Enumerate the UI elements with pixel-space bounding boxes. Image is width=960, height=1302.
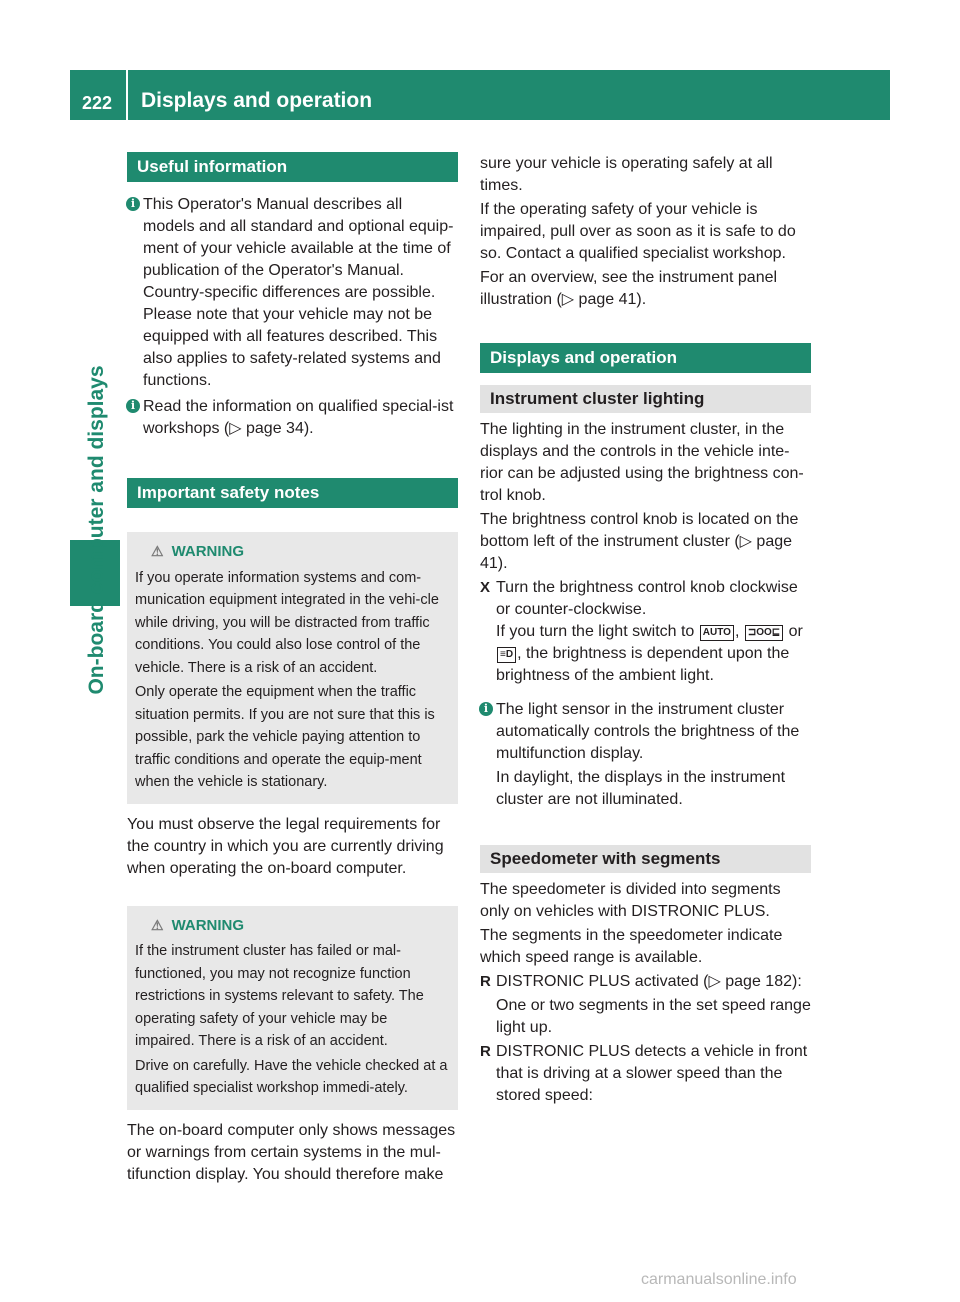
parking-light-icon: ⊐OO⊑ — [745, 625, 783, 641]
info-text: In daylight, the displays in the instrument cluster are not illuminated. — [496, 769, 786, 808]
section-heading-displays-and-operation: Displays and operation — [480, 343, 811, 373]
body-paragraph: The brightness control knob is located on the bottom left of the instrument cluster (▷ page 41). — [480, 511, 799, 572]
header-divider — [126, 70, 128, 120]
body-paragraph: The segments in the speedometer indicate which speed range is available. — [480, 927, 783, 966]
warning-icon: ⚠ — [151, 916, 164, 933]
step-marker: X — [480, 579, 491, 596]
body-paragraph: The speedometer is divided into segments only on vehicles with DISTRONIC PLUS. — [480, 881, 781, 920]
right-column — [480, 153, 811, 1109]
result-text: DISTRONIC PLUS detects a vehicle in front that is driving at a slower speed than the stored speed: — [496, 1043, 808, 1104]
side-tab-label: On-board computer and displays — [85, 365, 108, 695]
body-paragraph: sure your vehicle is operating safely at all times. — [480, 155, 773, 194]
section-heading-important-safety-notes: Important safety notes — [127, 478, 458, 508]
warning-title: WARNING — [171, 543, 245, 560]
warning-text: If the instrument cluster has failed or mal-functioned, you may not recognize function restrictions in systems relevant to safety. The operating safety of your vehicle may be impaired. There is a risk of an accident. — [135, 943, 424, 1049]
left-column — [127, 152, 458, 1188]
subheading-speedometer-with-segments: Speedometer with segments — [480, 845, 811, 873]
body-paragraph: You must observe the legal requirements for the country in which you are currently driving when operating the on-board computer. — [127, 815, 444, 877]
auto-symbol-icon: AUTO — [700, 625, 734, 641]
info-text: This Operator's Manual describes all models and all standard and optional equip-ment of your vehicle available at the time of publication of the Operator's Manual. Country-specific differences are possible. Please note that your vehicle may not be equipped with all features described. This also applies to safety-related systems and functions. — [143, 196, 454, 389]
body-paragraph: If the operating safety of your vehicle is impaired, pull over as soon as it is safe to do so. Contact a qualified specialist workshop. — [480, 201, 796, 262]
info-note — [127, 396, 458, 440]
step-text-continued: If you turn the light switch to — [496, 623, 695, 640]
subheading-instrument-cluster-lighting: Instrument cluster lighting — [480, 385, 811, 413]
warning-box — [127, 906, 458, 1110]
symbol-separator: , — [734, 623, 740, 640]
info-note — [127, 194, 458, 392]
low-beam-icon: ≡D — [497, 647, 516, 663]
info-icon: i — [126, 197, 140, 211]
body-paragraph: The on-board computer only shows messages or warnings from certain systems in the mul-tifunction display. You should therefore make — [127, 1121, 456, 1183]
info-text: The light sensor in the instrument cluster automatically controls the brightness of the multifunction display. — [496, 701, 800, 762]
result-item — [480, 971, 811, 1039]
result-marker: R — [480, 1043, 491, 1060]
warning-text: If you operate information systems and com-munication equipment integrated in the vehi-cle while driving, you will be distracted from traffic conditions. You could also lose control of the vehicle. There is a risk of an accident. — [135, 569, 439, 676]
info-icon: i — [479, 702, 493, 716]
section-heading-useful-information: Useful information — [127, 152, 458, 182]
result-text: DISTRONIC PLUS activated (▷ page 182): — [496, 973, 802, 990]
step-text-continued: , the brightness is dependent upon the brightness of the ambient light. — [496, 645, 790, 684]
result-subtext: One or two segments in the set speed range light up. — [496, 997, 811, 1036]
step-text: Turn the brightness control knob clockwise or counter-clockwise. — [496, 579, 798, 618]
instruction-step — [480, 577, 811, 687]
result-item — [480, 1041, 811, 1107]
warning-box — [127, 532, 458, 804]
watermark: carmanualsonline.info — [641, 1271, 797, 1288]
symbol-or: or — [788, 623, 803, 640]
warning-text: Drive on carefully. Have the vehicle checked at a qualified specialist workshop immedi-ately. — [135, 1057, 448, 1096]
page-number: 222 — [82, 93, 113, 113]
warning-text: Only operate the equipment when the traffic situation permits. If you are not sure that this is possible, park the vehicle paying attention to traffic conditions and operate the equip-ment when the vehicle is stationary. — [135, 684, 435, 790]
warning-title: WARNING — [171, 916, 245, 934]
warning-icon: ⚠ — [151, 543, 164, 559]
info-note — [480, 699, 811, 811]
result-marker: R — [480, 973, 491, 990]
body-paragraph: The lighting in the instrument cluster, in the displays and the controls in the vehicle inte-rior can be adjusted using the brightness con-trol knob. — [480, 421, 804, 504]
body-paragraph: For an overview, see the instrument panel illustration (▷ page 41). — [480, 269, 778, 308]
info-text: Read the information on qualified special-ist workshops (▷ page 34). — [143, 398, 454, 437]
info-icon: i — [126, 399, 140, 413]
page-title: Displays and operation — [141, 89, 373, 112]
